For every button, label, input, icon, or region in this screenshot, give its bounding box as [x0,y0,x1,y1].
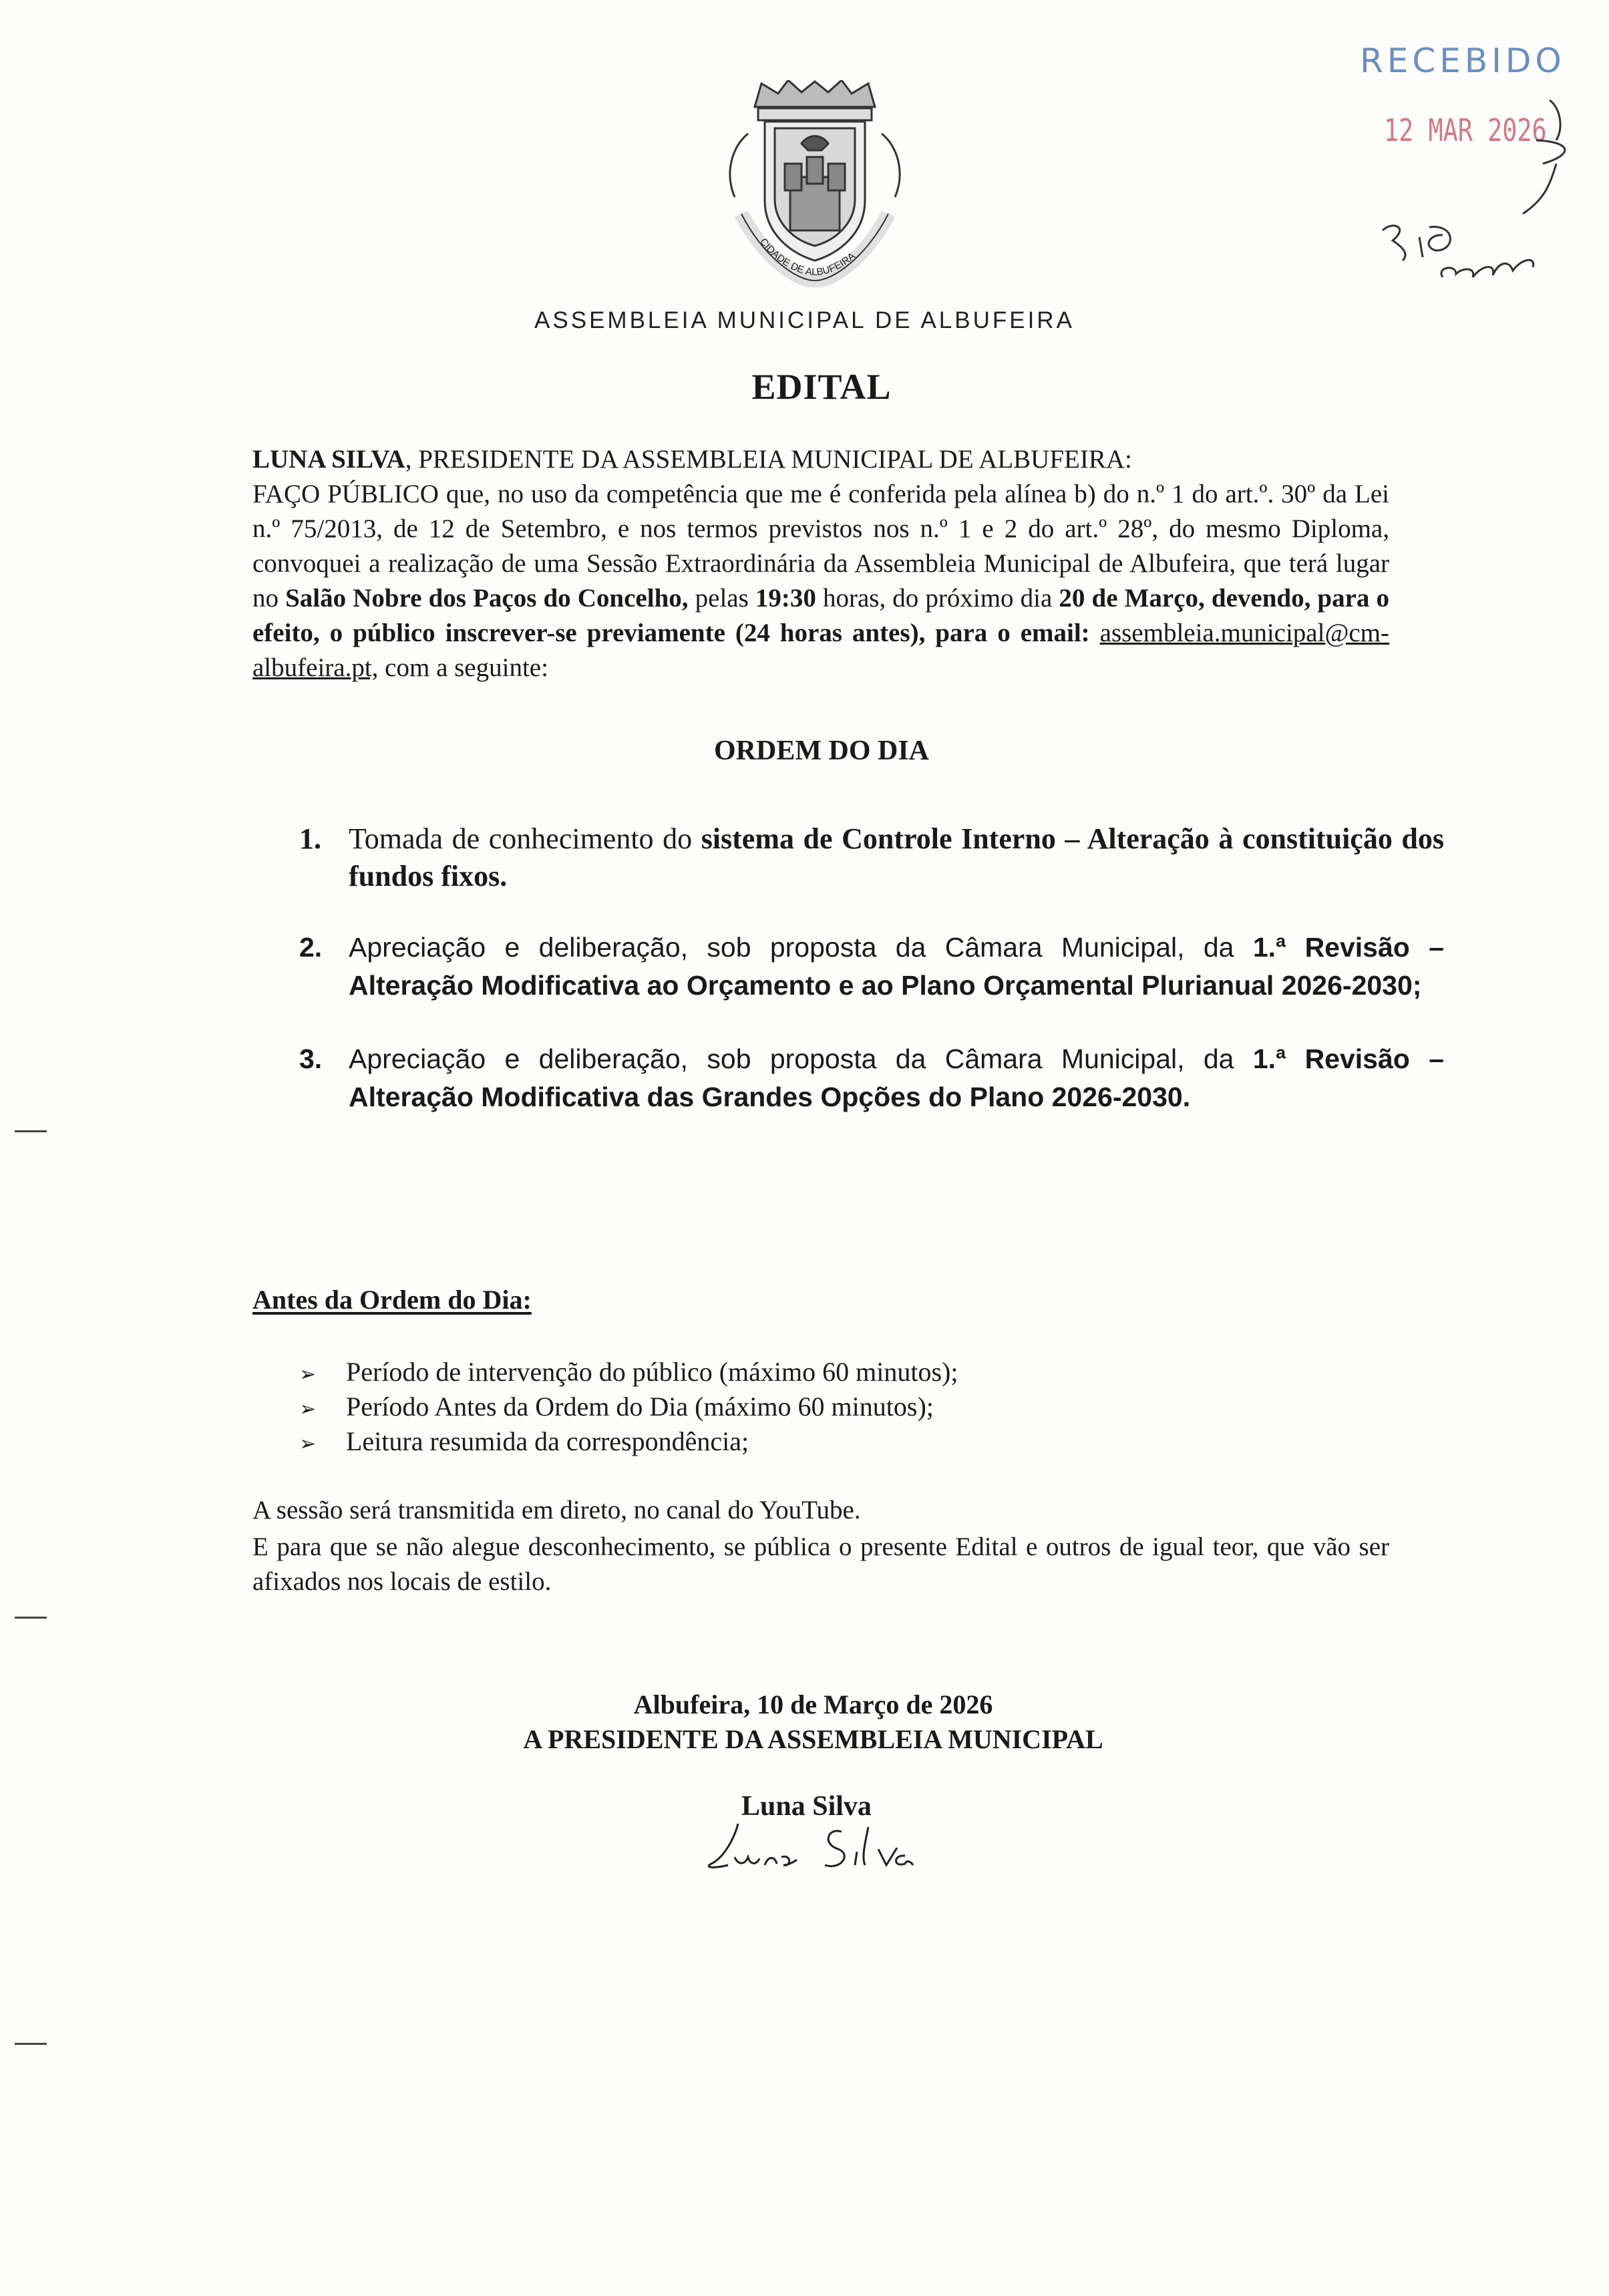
albufeira-coat-of-arms-logo [721,80,908,287]
agenda-item [299,820,1444,895]
received-stamp: RECEBIDO [1360,41,1566,80]
agenda-item-subject: 1.ª Revisão – Alteração Modificativa das Grandes Opções do Plano 2026-2030. [349,1043,1444,1112]
signatory-name: Luna Silva [741,1791,872,1822]
intro-text-1: FAÇO PÚBLICO que, no uso da competência que me é conferida pela alínea b) do n.º 1 do art.º. 30º da Lei n.º 75/2013, de 12 de Setembro, e nos termos previstos nos n.º 1 e 2 do art.º 28º, do mesmo Diploma, convoquei a realização de uma Sessão Extraordinária da Assembleia Municipal de Albufeira, que terá lugar no [252,480,1389,613]
broadcast-note: A sessão será transmitida em direto, no canal do YouTube. [252,1496,861,1524]
list-item-text: Período Antes da Ordem do Dia (máximo 60 minutos); [346,1391,934,1422]
agenda-item-number: 2. [299,932,323,963]
intro-text-5: com a seguinte: [378,653,548,682]
scan-margin-mark [15,1617,47,1619]
session-date: 20 de Março, devendo, para o efeito, o público inscrever-se previamente (24 horas antes), para o email: [252,584,1390,647]
agenda-heading: ORDEM DO DIA [714,735,929,766]
document-title: EDITAL [751,367,892,407]
agenda-item-number: 1. [299,822,321,855]
arrow-bullet-icon: ➢ [299,1432,317,1456]
intro-text-2: pelas [688,584,755,613]
intro-text-3: horas, do próximo dia [816,584,1059,613]
intro-paragraph [252,442,1389,685]
contact-email-link[interactable]: assembleia.municipal@cm-albufeira.pt, [252,619,1390,682]
agenda-item-lead: Apreciação e deliberação, sob proposta da Câmara Municipal, da [349,932,1253,963]
president-line: LUNA SILVA, PRESIDENTE DA ASSEMBLEIA MUNICIPAL DE ALBUFEIRA: [252,445,1132,474]
before-agenda-heading: Antes da Ordem do Dia: [252,1285,532,1315]
agenda-item [299,1040,1444,1116]
received-initials-signature [1356,87,1576,307]
arrow-bullet-icon: ➢ [299,1398,317,1421]
publication-notice: E para que se não alegue desconhecimento, se pública o presente Edital e outros de igual teor, que vão ser afixados nos locais de estilo. [252,1532,1389,1596]
agenda-item-lead: Tomada de conhecimento do [349,822,701,855]
agenda-item [299,929,1444,1005]
scan-margin-mark [15,1130,47,1132]
crest-motto: CIDADE DE ALBUFEIRA [757,236,858,279]
signature-place-date: Albufeira, 10 de Março de 2026 [633,1689,993,1719]
list-item [299,1389,934,1427]
scan-margin-mark [15,2043,47,2045]
session-time: 19:30 [755,584,816,613]
agenda-item-subject: 1.ª Revisão – Alteração Modificativa ao Orçamento e ao Plano Orçamental Plurianual 2026-2030; [349,932,1444,1001]
agenda-item-subject: sistema de Controle Interno – Alteração à constituição dos fundos fixos. [349,822,1444,892]
list-item-text: Período de intervenção do público (máximo 60 minutos); [346,1357,958,1387]
list-item [299,1424,749,1462]
received-stamp-date: 12 MAR 2026 [1384,112,1547,148]
agenda-item-lead: Apreciação e deliberação, sob proposta da Câmara Municipal, da [349,1043,1253,1074]
arrow-bullet-icon: ➢ [299,1363,317,1386]
list-item-text: Leitura resumida da correspondência; [346,1426,749,1456]
list-item [299,1355,958,1392]
handwritten-signature [698,1790,918,1891]
assembly-heading: ASSEMBLEIA MUNICIPAL DE ALBUFEIRA [534,307,1075,333]
agenda-item-number: 3. [299,1043,323,1074]
president-name: LUNA SILVA [252,445,405,474]
signature-role: A PRESIDENTE DA ASSEMBLEIA MUNICIPAL [523,1724,1103,1754]
session-venue: Salão Nobre dos Paços do Concelho, [285,584,689,613]
